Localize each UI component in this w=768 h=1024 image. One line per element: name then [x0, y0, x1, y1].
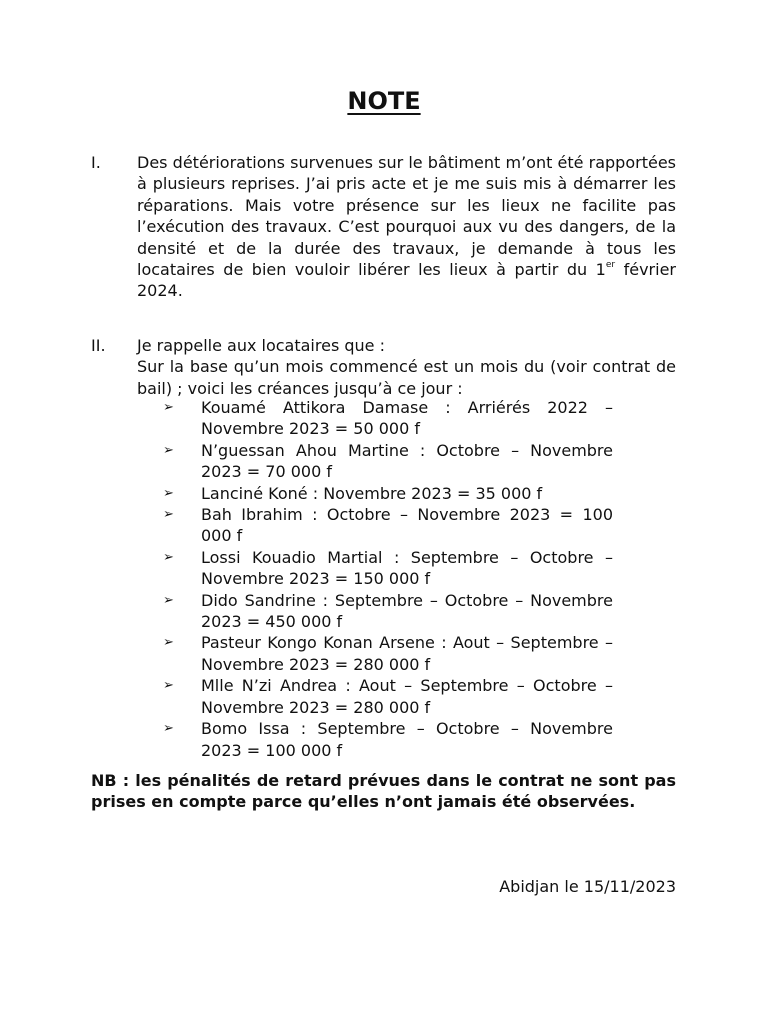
ordinal-superscript: er [605, 260, 616, 271]
section-1-text-main: Des détériorations survenues sur le bâtiment m’ont été rapportées à plusieurs reprises. J’ai pris acte et je me suis mis à démarrer les réparations. Mais votre présence sur les lieux ne facilite pas l’exécution des travaux. C’est pourquoi aux vu des dangers, de la densité et de la durée des travaux, je demande à tous les locataires de bien vouloir libérer les lieux à partir du 1 [137, 153, 676, 280]
arrow-bullet-icon: ➢ [163, 400, 174, 415]
list-item [163, 590, 613, 633]
list-item [163, 547, 613, 590]
section-2-text [137, 335, 676, 399]
list-item [163, 675, 613, 718]
creance-text: Bomo Issa : Septembre – Octobre – Novembre 2023 = 100 000 f [201, 719, 613, 760]
list-item [163, 440, 613, 483]
creance-text: N’guessan Ahou Martine : Octobre – Novembre 2023 = 70 000 f [201, 440, 613, 482]
section-1-number: I. [91, 153, 101, 172]
creance-text: Lanciné Koné : Novembre 2023 = 35 000 f [201, 483, 543, 503]
list-item [163, 632, 613, 675]
arrow-bullet-icon: ➢ [163, 442, 174, 458]
section-1-text-end: février 2024. [137, 260, 676, 301]
list-item [163, 397, 613, 440]
nb-note: NB : les pénalités de retard prévues dans le contrat ne sont pas prises en compte parce qu’elles n’ont jamais été observées. [91, 771, 676, 812]
arrow-bullet-icon: ➢ [163, 549, 174, 565]
arrow-bullet-icon: ➢ [163, 678, 174, 694]
list-item [163, 718, 613, 761]
section-2-line-2: Sur la base qu’un mois commencé est un mois du (voir contrat de bail) ; voici les créances jusqu’à ce jour : [137, 357, 676, 398]
creance-text: Bah Ibrahim : Octobre – Novembre 2023 = 100 000 f [201, 505, 613, 546]
creances-list [163, 397, 613, 761]
date-signature: Abidjan le 15/11/2023 [499, 877, 676, 896]
section-2-line-1: Je rappelle aux locataires que : [137, 336, 385, 355]
section-1 [91, 152, 676, 302]
arrow-bullet-icon: ➢ [163, 721, 174, 737]
arrow-bullet-icon: ➢ [163, 592, 174, 608]
creance-text: Mlle N’zi Andrea : Aout – Septembre – Octobre – Novembre 2023 = 280 000 f [201, 676, 613, 717]
arrow-bullet-icon: ➢ [163, 507, 174, 523]
section-1-text [137, 152, 676, 302]
page-title: NOTE [347, 87, 421, 115]
arrow-bullet-icon: ➢ [163, 635, 174, 651]
arrow-bullet-icon: ➢ [163, 485, 174, 501]
creance-text: Pasteur Kongo Konan Arsene : Aout – Septembre – Novembre 2023 = 280 000 f [201, 633, 613, 674]
creance-text: Lossi Kouadio Martial : Septembre – Octobre – Novembre 2023 = 150 000 f [201, 547, 613, 589]
list-item [163, 483, 613, 504]
section-2 [91, 335, 676, 399]
creance-text: Kouamé Attikora Damase : Arriérés 2022 – Novembre 2023 = 50 000 f [201, 398, 613, 439]
section-2-number: II. [91, 336, 106, 355]
list-item [163, 504, 613, 547]
creance-text: Dido Sandrine : Septembre – Octobre – Novembre 2023 = 450 000 f [201, 590, 613, 632]
